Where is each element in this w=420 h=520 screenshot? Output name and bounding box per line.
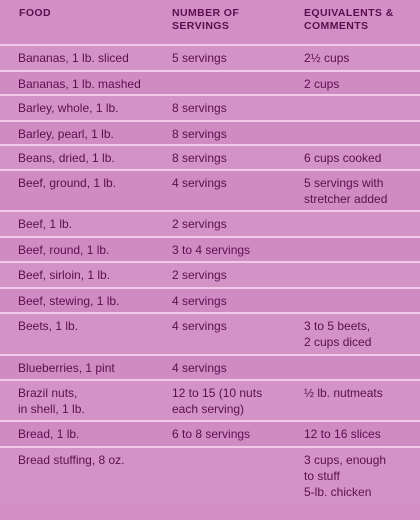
equivalents-cell: 6 cups cooked xyxy=(304,151,382,165)
table-body xyxy=(0,44,420,503)
servings-cell: 2 servings xyxy=(172,268,227,282)
table-row xyxy=(0,287,420,312)
table-row xyxy=(0,44,420,70)
servings-cell: 4 servings xyxy=(172,176,227,190)
table-row xyxy=(0,261,420,287)
equivalents-cell: 12 to 16 slices xyxy=(304,427,381,441)
table-row xyxy=(0,354,420,379)
table-row xyxy=(0,210,420,236)
header-equivalents: EQUIVALENTS & COMMENTS xyxy=(304,7,394,32)
food-cell: Blueberries, 1 pint xyxy=(18,361,115,375)
servings-cell: 8 servings xyxy=(172,127,227,141)
food-cell: Barley, pearl, 1 lb. xyxy=(18,127,114,141)
servings-cell: 4 servings xyxy=(172,319,227,333)
servings-cell: 6 to 8 servings xyxy=(172,427,251,441)
equivalents-cell: 3 to 5 beets, 2 cups diced xyxy=(304,319,372,349)
table-row xyxy=(0,94,420,120)
table-row xyxy=(0,169,420,210)
servings-cell: 8 servings xyxy=(172,151,227,165)
table-row xyxy=(0,312,420,354)
table-header xyxy=(0,0,420,44)
food-cell: Bananas, 1 lb. mashed xyxy=(18,77,141,91)
servings-cell: 2 servings xyxy=(172,217,227,231)
servings-cell: 5 servings xyxy=(172,51,227,65)
header-food: FOOD xyxy=(19,7,51,19)
food-cell: Barley, whole, 1 lb. xyxy=(18,101,119,115)
food-cell: Beef, 1 lb. xyxy=(18,217,73,231)
table-row xyxy=(0,236,420,261)
table-row xyxy=(0,420,420,446)
equivalents-cell: 5 servings with stretcher added xyxy=(304,176,388,206)
equivalents-cell: 2½ cups xyxy=(304,51,350,65)
table-row xyxy=(0,446,420,503)
food-cell: Brazil nuts, in shell, 1 lb. xyxy=(18,386,85,416)
table-row xyxy=(0,70,420,94)
servings-cell: 12 to 15 (10 nuts each serving) xyxy=(172,386,263,416)
food-cell: Beets, 1 lb. xyxy=(18,319,79,333)
header-servings: NUMBER OF SERVINGS xyxy=(172,7,240,32)
equivalents-cell: 3 cups, enough to stuff 5-lb. chicken xyxy=(304,453,387,499)
table-row xyxy=(0,379,420,420)
servings-cell: 3 to 4 servings xyxy=(172,243,251,257)
food-cell: Beef, sirloin, 1 lb. xyxy=(18,268,111,282)
servings-cell: 4 servings xyxy=(172,294,227,308)
table-row xyxy=(0,120,420,144)
food-cell: Bananas, 1 lb. sliced xyxy=(18,51,129,65)
equivalents-cell: ½ lb. nutmeats xyxy=(304,386,383,400)
food-cell: Beef, round, 1 lb. xyxy=(18,243,110,257)
food-cell: Bread, 1 lb. xyxy=(18,427,80,441)
equivalents-cell: 2 cups xyxy=(304,77,340,91)
servings-cell: 8 servings xyxy=(172,101,227,115)
food-cell: Bread stuffing, 8 oz. xyxy=(18,453,125,467)
food-cell: Beans, dried, 1 lb. xyxy=(18,151,115,165)
food-cell: Beef, stewing, 1 lb. xyxy=(18,294,120,308)
servings-cell: 4 servings xyxy=(172,361,227,375)
table-row xyxy=(0,144,420,169)
food-cell: Beef, ground, 1 lb. xyxy=(18,176,117,190)
